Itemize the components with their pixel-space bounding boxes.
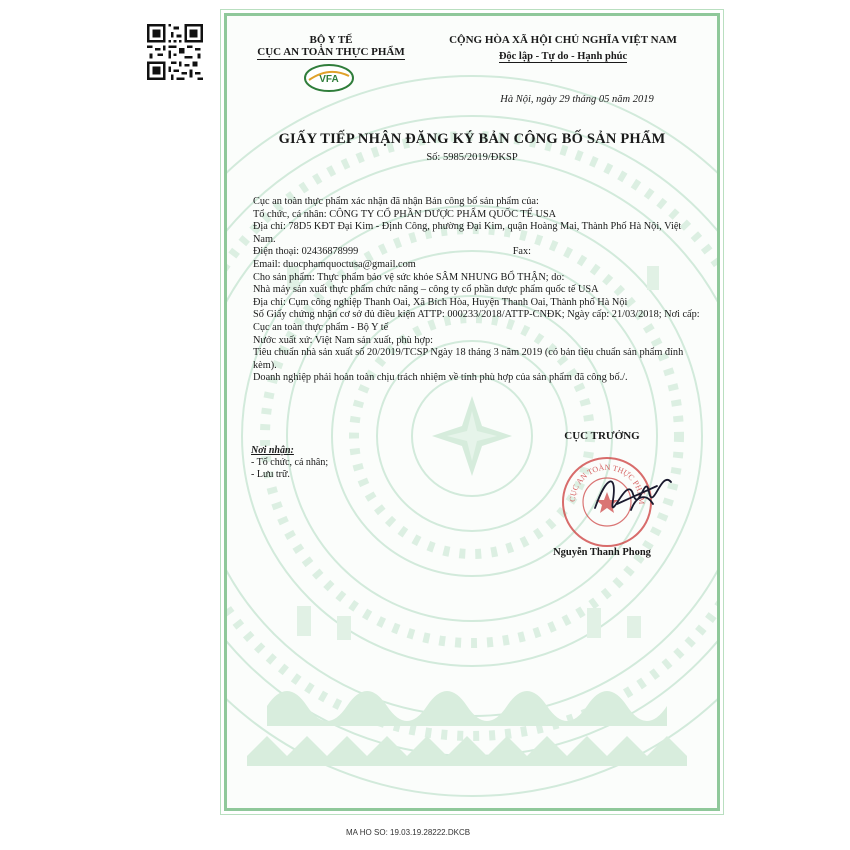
vfa-logo: [303, 63, 355, 93]
document-title: GIẤY TIẾP NHẬN ĐĂNG KÝ BẢN CÔNG BỐ SẢN PHẨM: [278, 131, 666, 147]
recipient-item: - Tổ chức, cá nhân;: [251, 457, 329, 468]
standard-line: Tiêu chuẩn nhà sản xuất số 20/2019/TCSP Ngày 18 tháng 3 năm 2019 (có bản tiêu chuẩn sản phẩm đính kèm).: [253, 347, 684, 371]
address-line: Địa chỉ: 78D5 KĐT Đại Kim - Định Công, phường Đại Kim, quận Hoàng Mai, Thành Phố Hà Nội, Việt Nam.: [253, 221, 682, 245]
country-name: CỘNG HÒA XÃ HỘI CHỦ NGHĨA VIỆT NAM: [449, 34, 677, 46]
ministry-name: BỘ Y TẾ: [309, 34, 353, 46]
intro-line: Cục an toàn thực phẩm xác nhận đã nhận Bản công bố sản phẩm của:: [253, 196, 539, 207]
organization-line: Tổ chức, cá nhân: CÔNG TY CỔ PHẦN DƯỢC PHẨM QUỐC TẾ USA: [253, 208, 557, 220]
fax-line: Fax:: [512, 246, 531, 258]
signature: [587, 464, 677, 520]
responsibility-line: Doanh nghiệp phải hoàn toàn chịu trách nhiệm về tính phù hợp của sản phẩm đã công bố./.: [253, 372, 628, 384]
email-line: Email: duocphamquoctusa@gmail.com: [253, 258, 416, 270]
document-body: [253, 196, 701, 385]
recipients-label: Nơi nhận:: [251, 445, 294, 456]
signer-name: Nguyễn Thanh Phong: [553, 547, 651, 558]
document-number: Số: 5985/2019/ĐKSP: [426, 152, 518, 163]
logo-text: VFA: [319, 74, 339, 85]
factory-address-line: Địa chỉ: Cụm công nghiệp Thanh Oai, Xã Bích Hòa, Huyện Thanh Oai, Thành phố Hà Nội: [253, 296, 628, 308]
phone-line: Điện thoại: 02436878999: [253, 246, 359, 258]
recipients-block: [251, 445, 328, 481]
stamp-text: CỤC AN TOÀN THỰC PHẨM: [567, 462, 647, 505]
national-header: [423, 34, 703, 64]
product-line: Cho sản phẩm: Thực phẩm bảo vệ sức khỏe SÂM NHUNG BỔ THẬN; do:: [253, 271, 565, 283]
origin-line: Nước xuất xứ: Việt Nam sản xuất, phù hợp:: [253, 334, 433, 346]
factory-line: Nhà máy sản xuất thực phẩm chức năng – công ty cổ phần dược phẩm quốc tế USA: [253, 284, 599, 296]
dossier-code: MA HO SO: 19.03.19.28222.DKCB: [346, 828, 471, 837]
certificate-document: [224, 13, 720, 811]
national-motto: Độc lập - Tự do - Hạnh phúc: [498, 51, 628, 62]
certificate-line: Số Giấy chứng nhận cơ sở đủ điều kiện ATTP: 000233/2018/ATTP-CNĐK; Ngày cấp: 21/03/2018; Nơi cấp: Cục an toàn thực phẩm - Bộ Y tế: [253, 309, 700, 333]
qr-code: [147, 24, 203, 80]
agency-name: CỤC AN TOÀN THỰC PHẨM: [257, 46, 405, 58]
signer-title: CỤC TRƯỞNG: [564, 430, 640, 442]
contact-line: [253, 246, 701, 259]
issuing-agency: [251, 34, 411, 60]
recipient-item: - Lưu trữ.: [251, 469, 290, 480]
issue-date: Hà Nội, ngày 29 tháng 05 năm 2019: [500, 94, 654, 105]
